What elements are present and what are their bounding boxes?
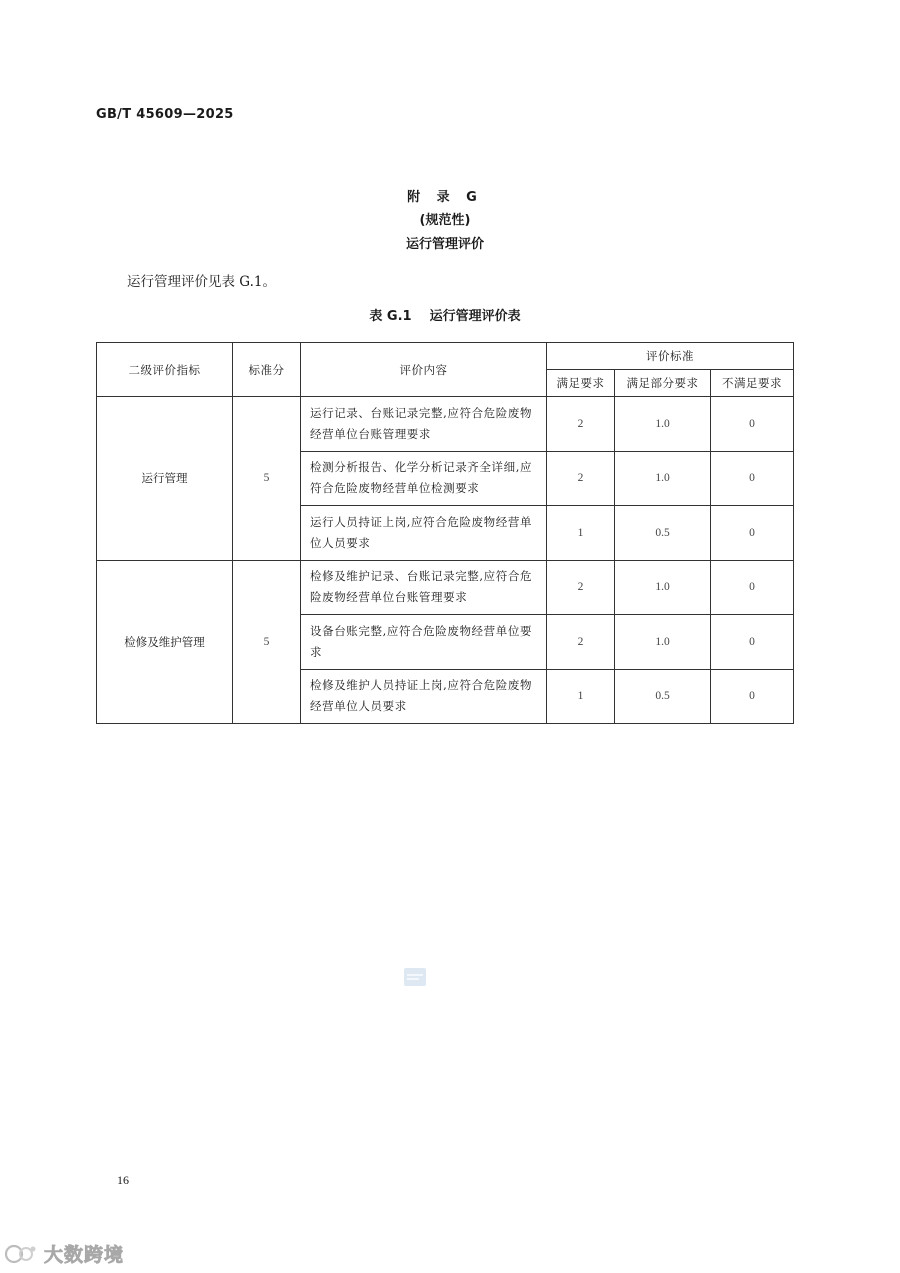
content-cell: 运行记录、台账记录完整,应符合危险废物经营单位台账管理要求 [301,397,547,452]
watermark-logo-icon [4,1242,38,1266]
header-content: 评价内容 [301,343,547,397]
partially-meets-cell: 1.0 [615,560,711,615]
header-indicator: 二级评价指标 [97,343,233,397]
annex-name: 运行管理评价 [405,237,484,252]
table-row [97,397,794,452]
table-caption-number: 表 G.1 [369,309,412,324]
annex-type: (规范性) [419,213,471,228]
not-meets-cell: 0 [711,451,794,506]
standard-score-cell: 5 [233,560,301,724]
meets-cell: 2 [547,451,615,506]
page-number: 16 [117,1173,129,1187]
not-meets-cell: 0 [711,669,794,724]
content-cell: 检测分析报告、化学分析记录齐全详细,应符合危险废物经营单位检测要求 [301,451,547,506]
partially-meets-cell: 1.0 [615,397,711,452]
header-partially-meets: 满足部分要求 [615,370,711,397]
content-cell: 检修及维护人员持证上岗,应符合危险废物经营单位人员要求 [301,669,547,724]
partially-meets-cell: 1.0 [615,451,711,506]
meets-cell: 2 [547,615,615,670]
intro-paragraph: 运行管理评价见表 G.1。 [127,274,276,290]
not-meets-cell: 0 [711,397,794,452]
standard-score-cell: 5 [233,397,301,561]
watermark-text: 大数跨境 [44,1244,125,1266]
watermark [4,1240,124,1267]
content-cell: 检修及维护记录、台账记录完整,应符合危险废物经营单位台账管理要求 [301,560,547,615]
center-mark-icon [403,966,427,988]
header-meets: 满足要求 [547,370,615,397]
table-caption-title: 运行管理评价表 [429,309,521,324]
table-row [97,560,794,615]
partially-meets-cell: 1.0 [615,615,711,670]
content-cell: 设备台账完整,应符合危险废物经营单位要求 [301,615,547,670]
table-caption [0,305,890,324]
annex-title: 附 录 G [407,190,483,205]
standard-number: GB/T 45609—2025 [96,107,234,122]
not-meets-cell: 0 [711,506,794,561]
header-standard-score: 标准分 [233,343,301,397]
not-meets-cell: 0 [711,560,794,615]
meets-cell: 1 [547,506,615,561]
header-not-meets: 不满足要求 [711,370,794,397]
meets-cell: 2 [547,560,615,615]
meets-cell: 2 [547,397,615,452]
evaluation-table [96,342,794,724]
partially-meets-cell: 0.5 [615,506,711,561]
indicator-cell: 检修及维护管理 [97,560,233,724]
not-meets-cell: 0 [711,615,794,670]
header-criteria: 评价标准 [547,343,794,370]
partially-meets-cell: 0.5 [615,669,711,724]
meets-cell: 1 [547,669,615,724]
content-cell: 运行人员持证上岗,应符合危险废物经营单位人员要求 [301,506,547,561]
indicator-cell: 运行管理 [97,397,233,561]
